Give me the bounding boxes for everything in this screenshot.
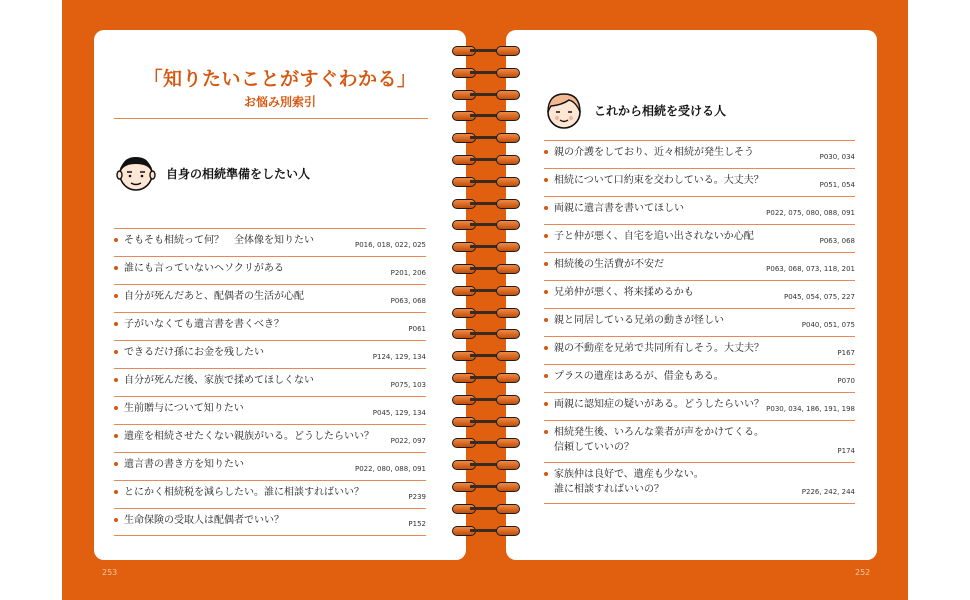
question-row <box>544 364 855 392</box>
bullet-icon <box>544 178 548 182</box>
page-reference: P070 <box>837 377 855 385</box>
question-text: 自分が死んだあと、配偶者の生活が心配 <box>124 291 304 302</box>
spiral-ring <box>452 504 520 514</box>
question-text: 生命保険の受取人は配偶者でいい？ <box>124 515 284 526</box>
bullet-icon <box>114 238 118 242</box>
question-row <box>114 368 426 396</box>
question-row <box>114 480 426 508</box>
left-section-header <box>114 151 310 195</box>
question-text: プラスの遺産はあるが、借金もある。 <box>554 371 724 382</box>
index-subtitle: お悩み別索引 <box>243 95 316 109</box>
spiral-ring <box>452 460 520 470</box>
right-section-header <box>542 88 726 132</box>
question-row <box>544 168 855 196</box>
question-text: 生前贈与について知りたい <box>124 403 244 414</box>
spiral-ring <box>452 242 520 252</box>
page-reference: P045, 054, 075, 227 <box>783 293 855 301</box>
spiral-ring <box>452 395 520 405</box>
spiral-ring <box>452 373 520 383</box>
page-reference: P022, 080, 088, 091 <box>354 465 426 473</box>
spiral-ring <box>452 155 520 165</box>
question-text: 親の不動産を兄弟で共同所有しそう。大丈夫？ <box>554 343 764 354</box>
spiral-ring <box>452 68 520 78</box>
bullet-icon <box>114 322 118 326</box>
page-reference: P040, 051, 075 <box>801 321 855 329</box>
spiral-ring <box>452 526 520 536</box>
page-reference: P174 <box>837 447 855 455</box>
page-reference: P063, 068 <box>390 297 426 305</box>
bullet-icon <box>544 346 548 350</box>
page-reference: P152 <box>408 520 426 528</box>
question-row <box>544 280 855 308</box>
page-reference: P063, 068 <box>819 237 855 245</box>
spiral-ring <box>452 264 520 274</box>
bullet-icon <box>114 266 118 270</box>
page-reference: P063, 068, 073, 118, 201 <box>766 265 855 273</box>
spiral-ring <box>452 482 520 492</box>
question-text: そもそも相続って何？ 全体像を知りたい <box>124 235 314 246</box>
page-number-right: 252 <box>855 568 871 577</box>
question-row <box>544 336 855 364</box>
bullet-icon <box>114 434 118 438</box>
spiral-binding <box>452 46 520 546</box>
question-text: 相続について口約束を交わしている。大丈夫？ <box>554 175 764 186</box>
question-text: 遺産を相続させたくない親族がいる。どうしたらいい？ <box>124 431 374 442</box>
question-text: 遺言書の書き方を知りたい <box>124 459 244 470</box>
question-text: 親の介護をしており、近々相続が発生しそう <box>554 147 754 158</box>
left-page <box>94 30 466 560</box>
spiral-ring <box>452 133 520 143</box>
spiral-ring <box>452 329 520 339</box>
page-reference: P061 <box>408 325 426 333</box>
question-text: 相続後の生活費が不安だ <box>554 259 664 270</box>
question-row <box>114 284 426 312</box>
question-row <box>114 396 426 424</box>
question-text: 子がいなくても遺言書を書くべき？ <box>124 319 284 330</box>
question-text: 子と仲が悪く、自宅を追い出されないか心配 <box>554 231 754 242</box>
page-reference: P226, 242, 244 <box>801 488 855 496</box>
bullet-icon <box>114 406 118 410</box>
question-text: 両親に認知症の疑いがある。どうしたらいい？ <box>554 399 764 410</box>
question-row <box>544 462 855 504</box>
bullet-icon <box>544 374 548 378</box>
bullet-icon <box>114 350 118 354</box>
page-reference: P030, 034 <box>819 153 855 161</box>
bullet-icon <box>114 462 118 466</box>
question-text: 相続発生後、いろんな業者が声をかけてくる。 信頼していいの？ <box>554 427 764 453</box>
title-divider <box>114 118 428 119</box>
question-row <box>544 308 855 336</box>
question-text: 兄弟仲が悪く、将来揉めるかも <box>554 287 694 298</box>
question-text: 家族仲は良好で、遺産も少ない。 誰に相談すればいいの？ <box>554 469 704 495</box>
bullet-icon <box>544 472 548 476</box>
spiral-ring <box>452 199 520 209</box>
question-row <box>544 392 855 420</box>
question-text: できるだけ孫にお金を残したい <box>124 347 264 358</box>
page-reference: P201, 206 <box>390 269 426 277</box>
right-question-list <box>544 140 855 504</box>
left-section-title: 自身の相続準備をしたい人 <box>166 166 311 181</box>
question-text: 親と同居している兄弟の動きが怪しい <box>554 315 724 326</box>
question-row <box>114 228 426 256</box>
bullet-icon <box>114 378 118 382</box>
question-row <box>544 252 855 280</box>
page-reference: P167 <box>837 349 855 357</box>
page-reference: P124, 129, 134 <box>372 353 426 361</box>
spiral-ring <box>452 308 520 318</box>
question-row <box>114 452 426 480</box>
question-row <box>114 256 426 284</box>
question-text: 自分が死んだ後、家族で揉めてほしくない <box>124 375 314 386</box>
spiral-ring <box>452 417 520 427</box>
index-title: 「知りたいことがすぐわかる」 <box>143 68 417 90</box>
page-reference: P051, 054 <box>819 181 855 189</box>
page-reference: P022, 097 <box>390 437 426 445</box>
question-row <box>544 224 855 252</box>
bullet-icon <box>544 402 548 406</box>
question-row <box>544 420 855 462</box>
spiral-ring <box>452 351 520 361</box>
page-reference: P030, 034, 186, 191, 198 <box>766 405 855 413</box>
question-row <box>544 140 855 168</box>
question-row <box>114 508 426 536</box>
book-spread <box>62 0 908 600</box>
bullet-icon <box>544 290 548 294</box>
page-reference: P022, 075, 080, 088, 091 <box>766 209 855 217</box>
spiral-ring <box>452 438 520 448</box>
spiral-ring <box>452 46 520 56</box>
page-reference: P239 <box>408 493 426 501</box>
left-question-list <box>114 228 426 536</box>
right-section-title: これから相続を受ける人 <box>594 103 727 118</box>
page-reference: P045, 129, 134 <box>372 409 426 417</box>
bullet-icon <box>114 294 118 298</box>
spiral-ring <box>452 286 520 296</box>
question-row <box>114 312 426 340</box>
question-row <box>114 424 426 452</box>
bullet-icon <box>544 262 548 266</box>
question-text: 両親に遺言書を書いてほしい <box>554 203 684 214</box>
question-row <box>114 340 426 368</box>
bullet-icon <box>544 206 548 210</box>
bullet-icon <box>544 318 548 322</box>
question-text: 誰にも言っていないヘソクリがある <box>124 263 284 274</box>
bullet-icon <box>544 234 548 238</box>
bullet-icon <box>114 518 118 522</box>
woman-face-icon <box>542 88 586 132</box>
question-text: とにかく相続税を減らしたい。誰に相談すればいい？ <box>124 487 364 498</box>
spiral-ring <box>452 111 520 121</box>
bullet-icon <box>114 490 118 494</box>
spiral-ring <box>452 90 520 100</box>
page-reference: P016, 018, 022, 025 <box>354 241 426 249</box>
bullet-icon <box>544 150 548 154</box>
man-face-icon <box>114 151 158 195</box>
page-reference: P075, 103 <box>390 381 426 389</box>
spiral-ring <box>452 177 520 187</box>
bullet-icon <box>544 430 548 434</box>
spiral-ring <box>452 220 520 230</box>
question-row <box>544 196 855 224</box>
right-page <box>506 30 877 560</box>
page-number-left: 253 <box>102 568 118 577</box>
